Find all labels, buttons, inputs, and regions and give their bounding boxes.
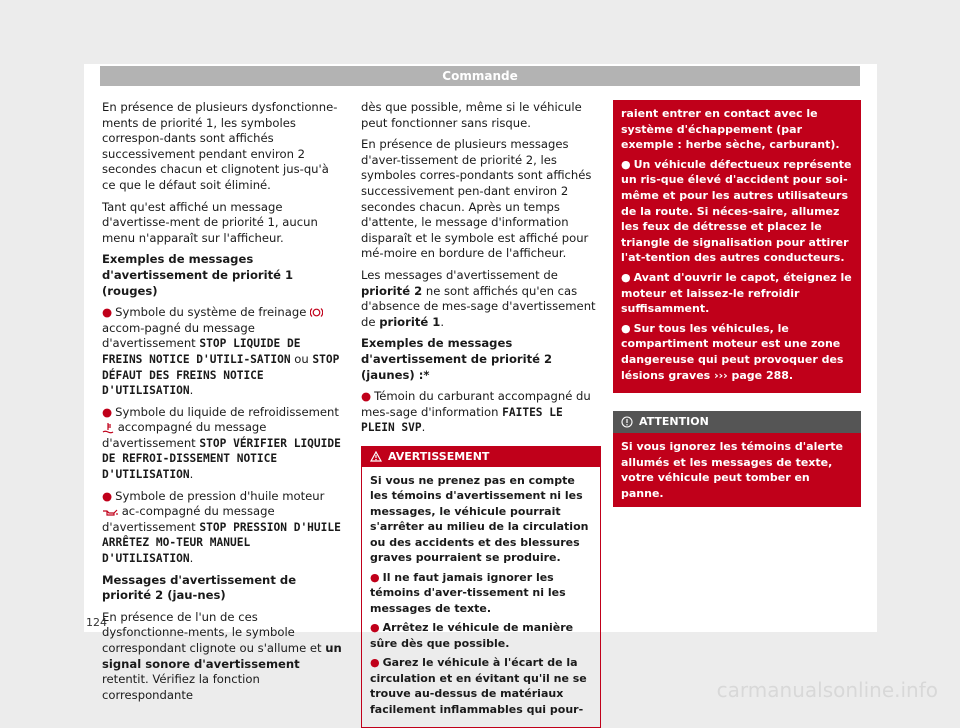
subheading: Messages d'avertissement de priorité 2 (jau-nes): [102, 572, 297, 603]
warning-triangle-icon: [370, 451, 382, 462]
warning-box: [361, 446, 601, 728]
warning-body: [362, 467, 600, 728]
section-header: Commande: [100, 66, 860, 86]
paragraph: dès que possible, même si le véhicule peut fonctionner sans risque.: [361, 100, 582, 130]
attention-body: Si vous ignorez les témoins d'alerte allumés et les messages de texte, votre véhicule peut tomber en panne.: [613, 433, 861, 507]
subheading: Exemples de messages d'avertissement de priorité 2 (jaunes) :*: [361, 336, 553, 382]
bullet-icon: ●: [621, 321, 631, 335]
page-reference-link[interactable]: ››› page 288: [714, 368, 789, 382]
list-item: ● Symbole du liquide de refroidissement accompagné du message d'avertissement STOP VÉRIFIER LIQUIDE DE REFROI-DISSEMENT NOTICE D'UTILISATION.: [102, 404, 341, 482]
bullet-icon: ●: [370, 656, 380, 670]
info-circle-icon: [621, 416, 633, 428]
attention-box: [613, 411, 861, 507]
oil-pressure-icon: [102, 507, 118, 517]
bullet-icon: ●: [621, 270, 631, 284]
warning-continued-box: [613, 100, 861, 393]
list-item: ● Garez le véhicule à l'écart de la circulation et en évitant qu'il ne se trouve au-dessus de matériaux facilement inflammables qui pour-: [370, 656, 587, 716]
list-item: ● Un véhicule défectueux représente un ris-que élevé d'accident pour soi-même et pour les autres utilisateurs de la route. Si néces-saire, allumez les feux de détresse et placez le triangle de signalisation pour attirer l'at-tention des autres conducteurs.: [621, 157, 852, 265]
bullet-icon: ●: [370, 570, 380, 584]
bullet-icon: ●: [102, 404, 113, 419]
page-number: 124: [86, 616, 107, 629]
attention-header: ATTENTION: [613, 411, 861, 433]
watermark: carmanualsonline.info: [716, 678, 938, 702]
list-item: ● Arrêtez le véhicule de manière sûre dès que possible.: [370, 621, 574, 650]
list-item: ● Symbole du système de freinage accom-pagné du message d'avertissement STOP LIQUIDE DE FREINS NOTICE D'UTILI-SATION ou STOP DÉFAUT DES FREINS NOTICE D'UTILISATION.: [102, 305, 340, 398]
list-item: ● Témoin du carburant accompagné du mes-sage d'information FAITES LE PLEIN SVP.: [361, 389, 591, 435]
paragraph: Si vous ne prenez pas en compte les témoins d'avertissement ni les messages, le véhicule pourrait s'arrêter au milieu de la circulation ou des accidents et des blessures graves pourraient se produire.: [370, 473, 589, 565]
bullet-icon: ●: [102, 488, 113, 503]
brake-warning-icon: [310, 307, 323, 318]
column-1: [102, 100, 342, 709]
paragraph: Les messages d'avertissement de priorité 2 ne sont affichés qu'en cas d'absence de mes-sage d'avertissement de priorité 1.: [361, 267, 596, 329]
list-item: ● Avant d'ouvrir le capot, éteignez le moteur et laissez-le refroidir suffisamment.: [621, 270, 852, 316]
subheading: Exemples de messages d'avertissement de priorité 1 (rouges): [102, 252, 294, 298]
bullet-icon: ●: [102, 305, 113, 320]
paragraph: raient entrer en contact avec le système d'échappement (par exemple : herbe sèche, carburant).: [621, 107, 840, 152]
bullet-icon: ●: [361, 389, 372, 404]
bullet-icon: ●: [370, 621, 380, 635]
paragraph: Tant qu'est affiché un message d'avertisse-ment de priorité 1, aucun menu n'apparaît sur l'afficheur.: [102, 199, 318, 245]
paragraph: En présence de l'un de ces dysfonctionne-ments, le symbole correspondant clignote ou s'allume et un signal sonore d'avertissement retentit. Vérifiez la fonction correspondante: [102, 609, 342, 702]
paragraph: En présence de plusieurs messages d'aver-tissement de priorité 2, les symboles corres-pondants sont affichés successivement pen-dant environ 2 secondes chacun. Après un temps d'attente, le message d'information disparaît et le symbole est affiché pour mé-moire en bordure de l'afficheur.: [361, 137, 592, 261]
bullet-icon: ●: [621, 157, 631, 171]
list-item: ● Sur tous les véhicules, le compartiment moteur est une zone dangereuse qui peut provoquer des lésions graves ››› page 288.: [621, 321, 844, 382]
list-item: ● Il ne faut jamais ignorer les témoins d'aver-tissement ni les messages de texte.: [370, 570, 566, 615]
paragraph: En présence de plusieurs dysfonctionne-ments de priorité 1, les symboles correspon-dants sont affichés successivement pendant environ 2 secondes chacun et clignotent jus-qu'à ce que le défaut soit éliminé.: [102, 100, 338, 192]
column-2: [361, 100, 601, 728]
coolant-icon: [102, 422, 114, 434]
column-3: [613, 100, 861, 507]
warning-header: AVERTISSEMENT: [362, 447, 600, 467]
list-item: ● Symbole de pression d'huile moteur ac-compagné du message d'avertissement STOP PRESSION D'HUILE ARRÊTEZ MO-TEUR MANUEL D'UTILISATION.: [102, 488, 341, 566]
